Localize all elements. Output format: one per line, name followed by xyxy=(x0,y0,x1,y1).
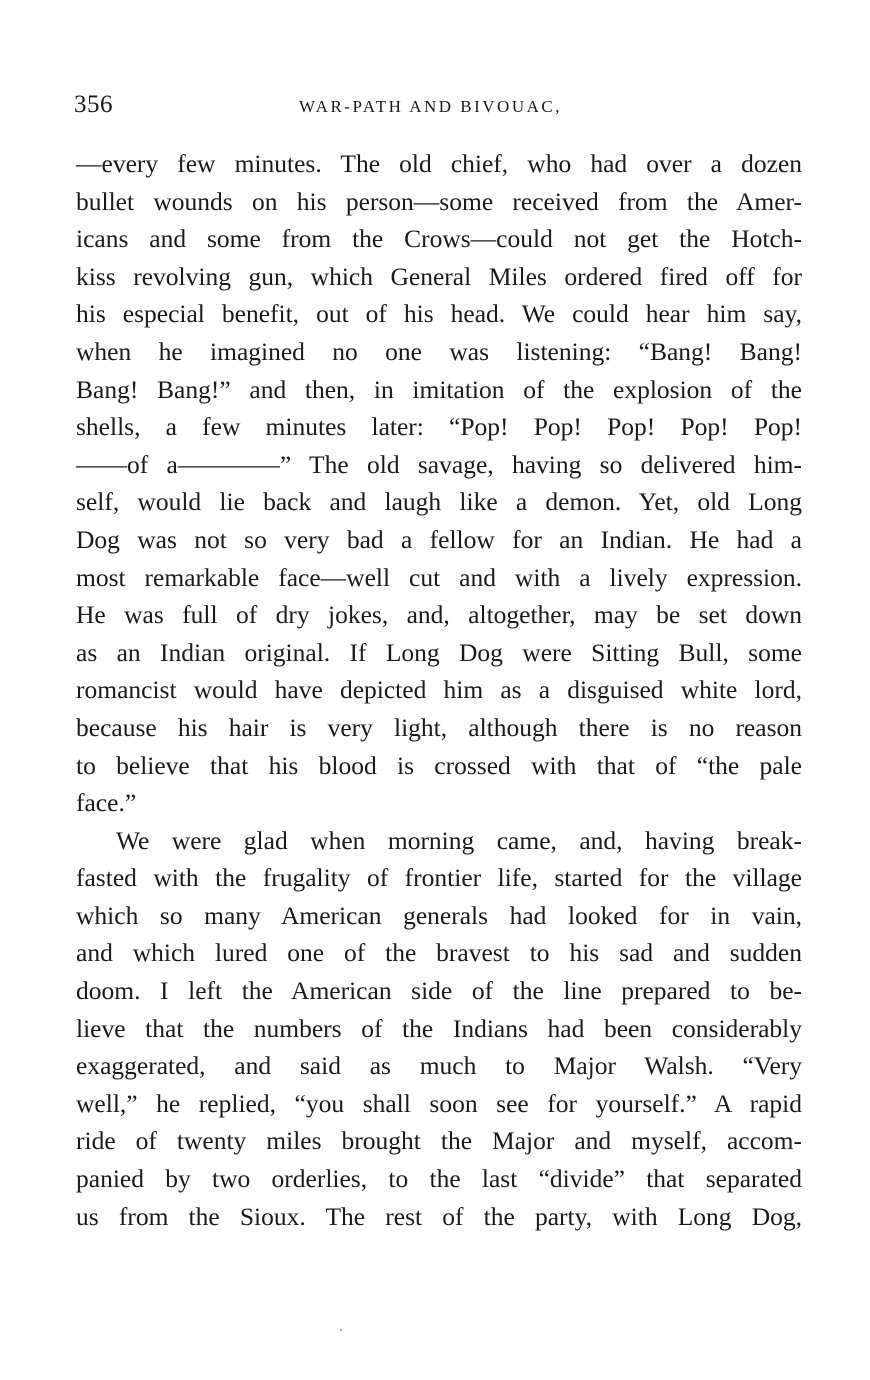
text-line-23: doom. I left the American side of the line prepared to be- xyxy=(76,976,802,1006)
text-line-27: ride of twenty miles brought the Major and myself, accom- xyxy=(76,1126,802,1156)
text-line-7: Bang! Bang!” and then, in imitation of the explosion of the xyxy=(76,374,802,404)
body-text xyxy=(76,145,802,1235)
text-line-14: as an Indian original. If Long Dog were Sitting Bull, some xyxy=(76,637,802,667)
text-line-10: self, would lie back and laugh like a demon. Yet, old Long xyxy=(76,487,802,517)
page-header xyxy=(74,88,804,122)
text-line-28: panied by two orderlies, to the last “divide” that separated xyxy=(76,1164,802,1194)
running-title: WAR-PATH AND BIVOUAC, xyxy=(299,97,562,116)
text-line-1: —every few minutes. The old chief, who had over a dozen xyxy=(76,149,802,178)
text-line-11: Dog was not so very bad a fellow for an Indian. He had a xyxy=(76,524,802,554)
text-line-4: kiss revolving gun, which General Miles ordered fired off for xyxy=(76,261,802,291)
text-line-5: his especial benefit, out of his head. We could hear him say, xyxy=(76,299,802,329)
text-line-18: face.” xyxy=(76,788,137,818)
text-line-29: us from the Sioux. The rest of the party, with Long Dog, xyxy=(76,1201,802,1231)
text-line-26: well,” he replied, “you shall soon see for yourself.” A rapid xyxy=(76,1088,802,1118)
text-line-16: because his hair is very light, although there is no reason xyxy=(76,712,802,742)
text-line-13: He was full of dry jokes, and, altogether, may be set down xyxy=(76,600,802,630)
text-line-25: exaggerated, and said as much to Major Walsh. “Very xyxy=(76,1051,802,1081)
text-line-2: bullet wounds on his person—some received from the Amer- xyxy=(76,186,802,216)
text-line-17: to believe that his blood is crossed with that of “the pale xyxy=(76,750,802,780)
text-line-12: most remarkable face—well cut and with a lively expression. xyxy=(76,562,802,592)
text-line-22: and which lured one of the bravest to his sad and sudden xyxy=(76,938,802,968)
text-line-19: We were glad when morning came, and, having break- xyxy=(116,825,802,855)
paper-speck xyxy=(340,1329,342,1331)
text-line-6: when he imagined no one was listening: “Bang! Bang! xyxy=(76,336,802,366)
text-line-20: fasted with the frugality of frontier life, started for the village xyxy=(76,863,802,893)
text-line-8: shells, a few minutes later: “Pop! Pop! Pop! Pop! Pop! xyxy=(76,412,802,442)
page-number: 356 xyxy=(74,91,113,118)
text-line-24: lieve that the numbers of the Indians had been considerably xyxy=(76,1013,802,1043)
text-line-21: which so many American generals had looked for in vain, xyxy=(76,900,802,930)
text-line-15: romancist would have depicted him as a disguised white lord, xyxy=(76,675,802,705)
text-line-3: icans and some from the Crows—could not get the Hotch- xyxy=(76,224,802,254)
text-line-9: ——of a————” The old savage, having so delivered him- xyxy=(76,449,802,479)
